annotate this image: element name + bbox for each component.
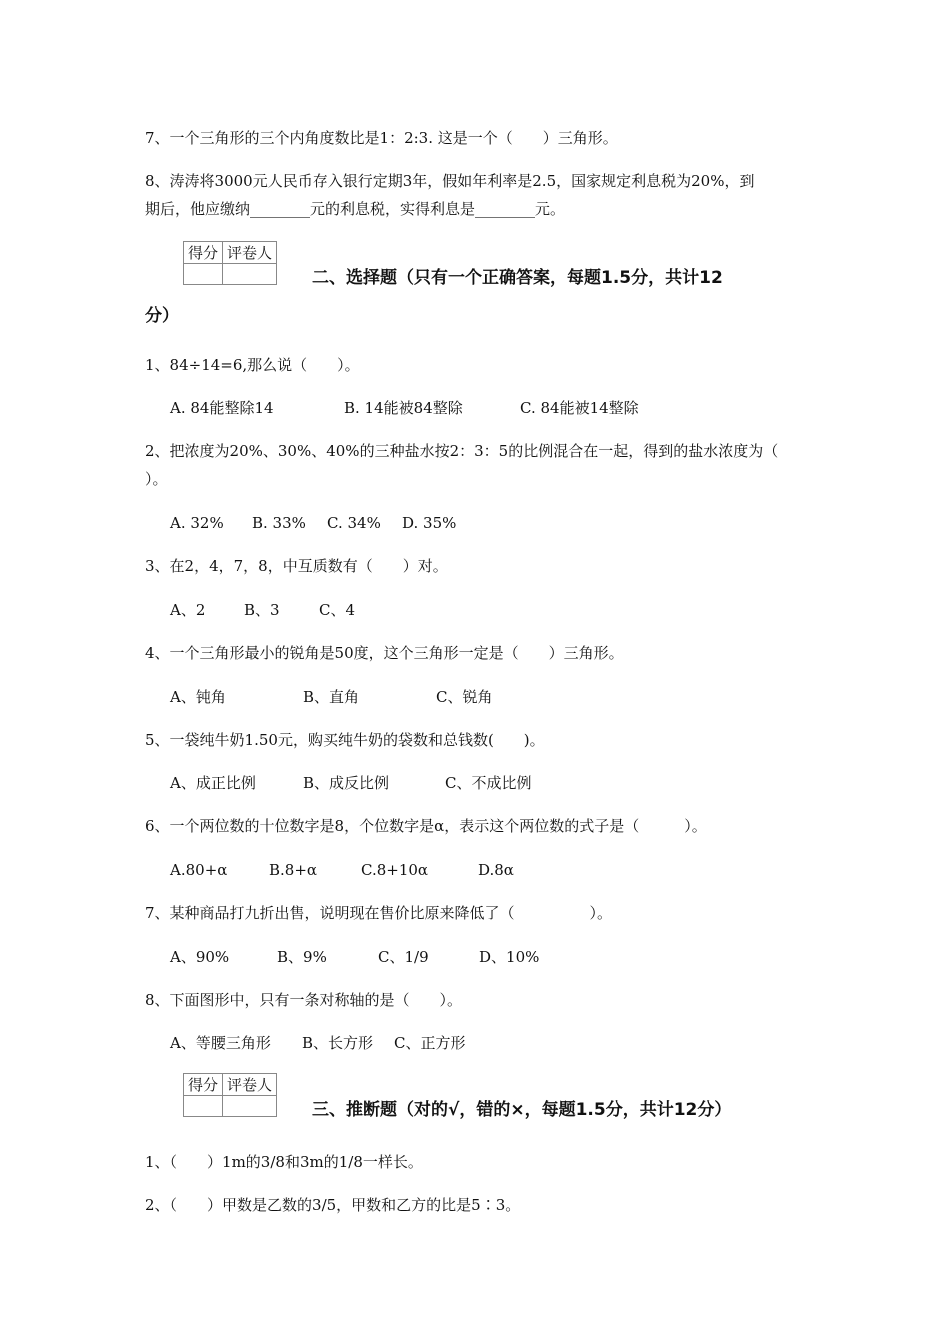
section2-heading: 二、选择题（只有一个正确答案，每题1.5分，共计12 — [312, 268, 723, 288]
option-b[interactable]: B. 33% — [252, 514, 306, 532]
choice-question-8: 8、下面图形中，只有一条对称轴的是（ ）。 — [145, 991, 463, 1009]
option-a[interactable]: A、2 — [170, 601, 206, 619]
choice-question-1: 1、84÷14=6,那么说（ ）。 — [145, 356, 360, 374]
option-b[interactable]: B、直角 — [303, 688, 360, 706]
option-b[interactable]: B.8+α — [269, 861, 318, 879]
grader-cell[interactable] — [223, 264, 277, 285]
score-box-section2 — [183, 241, 277, 285]
question-7-fill: 7、一个三角形的三个内角度数比是1：2:3. 这是一个（ ）三角形。 — [145, 129, 618, 147]
choice-question-2: 2、把浓度为20%、30%、40%的三种盐水按2：3：5的比例混合在一起，得到的盐水浓度为（ — [145, 442, 779, 460]
option-b[interactable]: B、3 — [244, 601, 280, 619]
option-c[interactable]: C、正方形 — [394, 1034, 466, 1052]
choice-question-7: 7、某种商品打九折出售，说明现在售价比原来降低了（ ）。 — [145, 904, 613, 922]
score-box-section3 — [183, 1073, 277, 1117]
option-a[interactable]: A. 32% — [170, 514, 224, 532]
choice-question-5: 5、一袋纯牛奶1.50元，购买纯牛奶的袋数和总钱数( )。 — [145, 731, 545, 749]
option-d[interactable]: D. 35% — [402, 514, 457, 532]
option-b[interactable]: B、成反比例 — [303, 774, 390, 792]
option-a[interactable]: A、等腰三角形 — [170, 1034, 271, 1052]
option-c[interactable]: C. 84能被14整除 — [520, 399, 639, 417]
question-8-fill-line1: 8、涛涛将3000元人民币存入银行定期3年，假如年利率是2.5，国家规定利息税为20%，到 — [145, 172, 755, 190]
score-cell[interactable] — [184, 264, 223, 285]
judge-question-2: 2、（ ）甲数是乙数的3/5，甲数和乙方的比是5∶3。 — [145, 1196, 521, 1214]
grader-label: 评卷人 — [223, 1074, 277, 1096]
option-c[interactable]: C.8+10α — [361, 861, 429, 879]
option-b[interactable]: B、长方形 — [302, 1034, 374, 1052]
option-c[interactable]: C、1/9 — [378, 948, 429, 966]
option-b[interactable]: B、9% — [277, 948, 327, 966]
option-d[interactable]: D、10% — [479, 948, 540, 966]
option-c[interactable]: C、锐角 — [436, 688, 493, 706]
choice-question-3: 3、在2，4，7，8，中互质数有（ ）对。 — [145, 557, 448, 575]
score-cell[interactable] — [184, 1096, 223, 1117]
option-c[interactable]: C、不成比例 — [445, 774, 532, 792]
score-label: 得分 — [184, 242, 223, 264]
option-a[interactable]: A、90% — [170, 948, 230, 966]
choice-question-6: 6、一个两位数的十位数字是8，个位数字是α，表示这个两位数的式子是（ ）。 — [145, 817, 707, 835]
option-c[interactable]: C、4 — [319, 601, 356, 619]
choice-question-4: 4、一个三角形最小的锐角是50度，这个三角形一定是（ ）三角形。 — [145, 644, 624, 662]
question-8-fill-line2: 期后，他应缴纳________元的利息税，实得利息是________元。 — [145, 200, 566, 218]
section3-heading: 三、推断题（对的√，错的×，每题1.5分，共计12分） — [312, 1100, 732, 1120]
option-a[interactable]: A、钝角 — [170, 688, 226, 706]
option-d[interactable]: D.8α — [478, 861, 514, 879]
score-label: 得分 — [184, 1074, 223, 1096]
section2-heading-cont: 分） — [145, 306, 179, 326]
option-a[interactable]: A、成正比例 — [170, 774, 256, 792]
option-a[interactable]: A.80+α — [170, 861, 228, 879]
option-b[interactable]: B. 14能被84整除 — [344, 399, 463, 417]
grader-label: 评卷人 — [223, 242, 277, 264]
choice-question-2-cont: ）。 — [145, 470, 168, 488]
grader-cell[interactable] — [223, 1096, 277, 1117]
option-a[interactable]: A. 84能整除14 — [170, 399, 274, 417]
option-c[interactable]: C. 34% — [327, 514, 381, 532]
judge-question-1: 1、（ ）1m的3/8和3m的1/8一样长。 — [145, 1153, 423, 1171]
